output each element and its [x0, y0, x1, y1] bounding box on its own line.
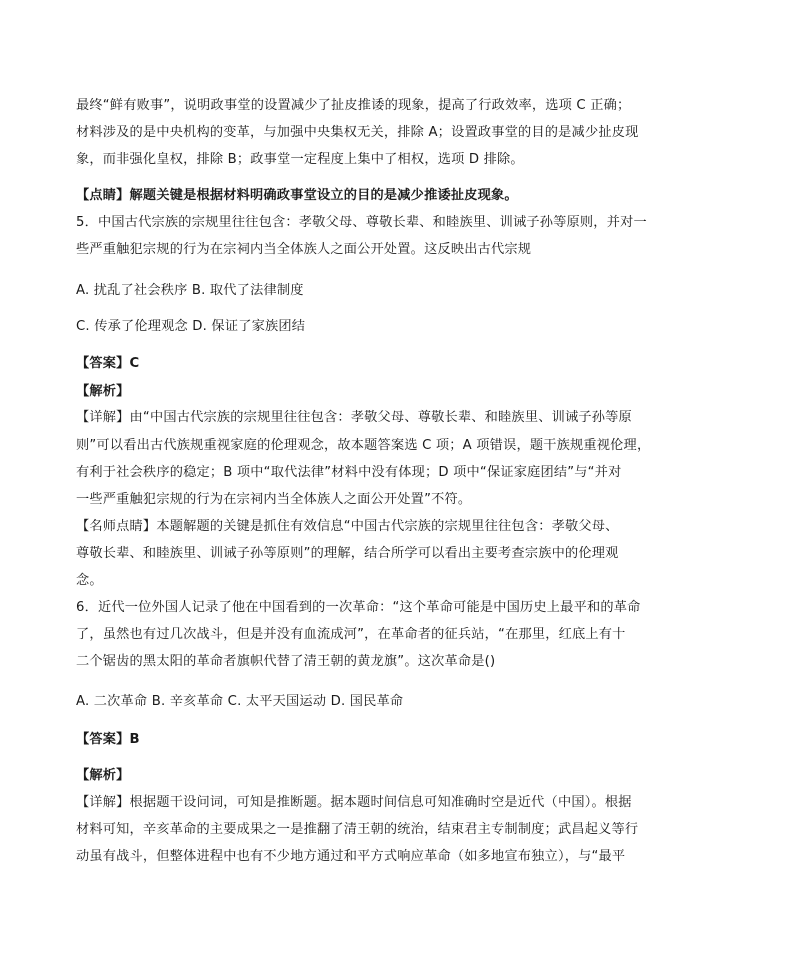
answer-label: 【答案】C — [76, 356, 140, 371]
analysis-text: 一些严重触犯宗规的行为在宗祠内当全体族人之面公开处置”不符。 — [76, 492, 472, 507]
analysis-text: 动虽有战斗，但整体进程中也有不少地方通过和平方式响应革命（如多地宣布独立），与“最平 — [76, 849, 626, 864]
teacher-tip: 念。 — [76, 573, 103, 588]
text-line: 材料涉及的是中央机构的变革，与加强中央集权无关，排除 A；设置政事堂的目的是减少扯皮现 — [76, 125, 639, 140]
analysis-label: 【解析】 — [76, 384, 130, 399]
text-line: 最终“鲜有败事”，说明政事堂的设置减少了扯皮推诿的现象，提高了行政效率，选项 C 正确； — [76, 98, 631, 113]
analysis-text: 【详解】由“中国古代宗族的宗规里往往包含：孝敬父母、尊敬长辈、和睦族里、训诫子孙等原 — [76, 410, 632, 425]
question-6-stem: 二个锯齿的黑太阳的革命者旗帜代替了清王朝的黄龙旗”。这次革命是() — [76, 654, 496, 669]
question-5-options: C. 传承了伦理观念 D. 保证了家族团结 — [76, 319, 306, 334]
question-6-stem: 了，虽然也有过几次战斗，但是并没有血流成河”，在革命者的征兵站，“在那里，红底上有十 — [76, 627, 626, 642]
question-5-stem: 些严重触犯宗规的行为在宗祠内当全体族人之面公开处置。这反映出古代宗规 — [76, 242, 532, 257]
teacher-tip: 尊敬长辈、和睦族里、训诫子孙等原则”的理解，结合所学可以看出主要考查宗族中的伦理观 — [76, 546, 619, 561]
teacher-tip: 【名师点睛】本题解题的关键是抓住有效信息“中国古代宗族的宗规里往往包含：孝敬父母、 — [76, 519, 619, 534]
analysis-text: 有利于社会秩序的稳定；B 项中“取代法律”材料中没有体现；D 项中“保证家庭团结”与“并对 — [76, 465, 622, 480]
answer-label: 【答案】B — [76, 732, 140, 747]
question-5-options: A. 扰乱了社会秩序 B. 取代了法律制度 — [76, 283, 304, 298]
question-6-options: A. 二次革命 B. 辛亥革命 C. 太平天国运动 D. 国民革命 — [76, 694, 404, 709]
analysis-text: 材料可知，辛亥革命的主要成果之一是推翻了清王朝的统治，结束君主专制制度；武昌起义等行 — [76, 822, 639, 837]
question-6-stem: 6．近代一位外国人记录了他在中国看到的一次革命：“这个革命可能是中国历史上最平和的革命 — [76, 600, 641, 615]
text-line: 象，而非强化皇权，排除 B；政事堂一定程度上集中了相权，选项 D 排除。 — [76, 152, 524, 167]
tip-heading: 【点睛】解题关键是根据材料明确政事堂设立的目的是减少推诿扯皮现象。 — [76, 188, 518, 203]
question-5-stem: 5．中国古代宗族的宗规里往往包含：孝敬父母、尊敬长辈、和睦族里、训诫子孙等原则，并对一 — [76, 215, 647, 230]
analysis-text: 则”可以看出古代族规重视家庭的伦理观念，故本题答案选 C 项；A 项错误，题干族规重视伦理， — [76, 438, 651, 453]
analysis-label: 【解析】 — [76, 768, 130, 783]
analysis-text: 【详解】根据题干设问词，可知是推断题。据本题时间信息可知准确时空是近代（中国）。根据 — [76, 795, 632, 810]
